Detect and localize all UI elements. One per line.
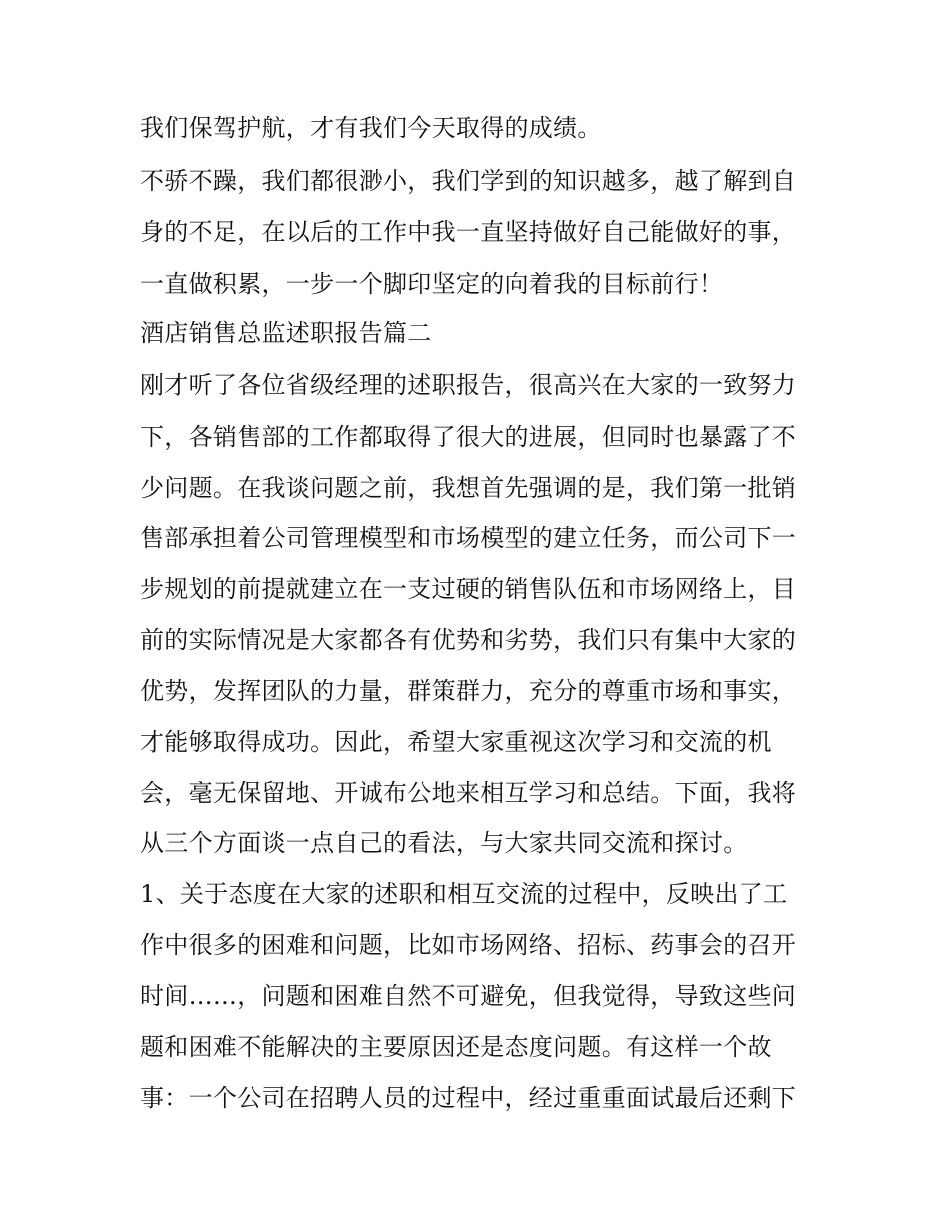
text-line: 一直做积累，一步一个脚印坚定的向着我的目标前行！ (140, 270, 724, 298)
text-line: 会，毫无保留地、开诚布公地来相互学习和总结。下面，我将 (140, 779, 797, 807)
text-line: 时间……，问题和困难自然不可避免，但我觉得，导致这些问 (140, 982, 797, 1010)
text-line: 从三个方面谈一点自己的看法，与大家共同交流和探讨。 (140, 829, 748, 857)
text-line: 题和困难不能解决的主要原因还是态度问题。有这样一个故 (140, 1033, 772, 1061)
text-line: 步规划的前提就建立在一支过硬的销售队伍和市场网络上，目 (140, 575, 797, 603)
text-line: 我们保驾护航，才有我们今天取得的成绩。 (140, 114, 602, 142)
text-line: 不骄不躁，我们都很渺小，我们学到的知识越多，越了解到自 (140, 167, 797, 195)
text-line: 事：一个公司在招聘人员的过程中，经过重重面试最后还剩下 (140, 1084, 797, 1112)
text-line: 才能够取得成功。因此，希望大家重视这次学习和交流的机 (140, 728, 772, 756)
text-line: 少问题。在我谈问题之前，我想首先强调的是，我们第一批销 (140, 474, 797, 502)
text-line: 优势，发挥团队的力量，群策群力，充分的尊重市场和事实， (140, 677, 797, 705)
text-line: 售部承担着公司管理模型和市场模型的建立任务，而公司下一 (140, 524, 797, 552)
list-item-text: 1、关于态度在大家的述职和相互交流的过程中，反映出了工 (140, 880, 788, 908)
text-line: 身的不足，在以后的工作中我一直坚持做好自己能做好的事， (140, 218, 797, 246)
text-line: 作中很多的困难和问题，比如市场网络、招标、药事会的召开 (140, 931, 797, 959)
section-heading: 酒店销售总监述职报告篇二 (140, 319, 432, 347)
text-line: 刚才听了各位省级经理的述职报告，很高兴在大家的一致努力 (140, 371, 797, 399)
text-line: 下，各销售部的工作都取得了很大的进展，但同时也暴露了不 (140, 423, 797, 451)
text-line: 前的实际情况是大家都各有优势和劣势，我们只有集中大家的 (140, 626, 797, 654)
